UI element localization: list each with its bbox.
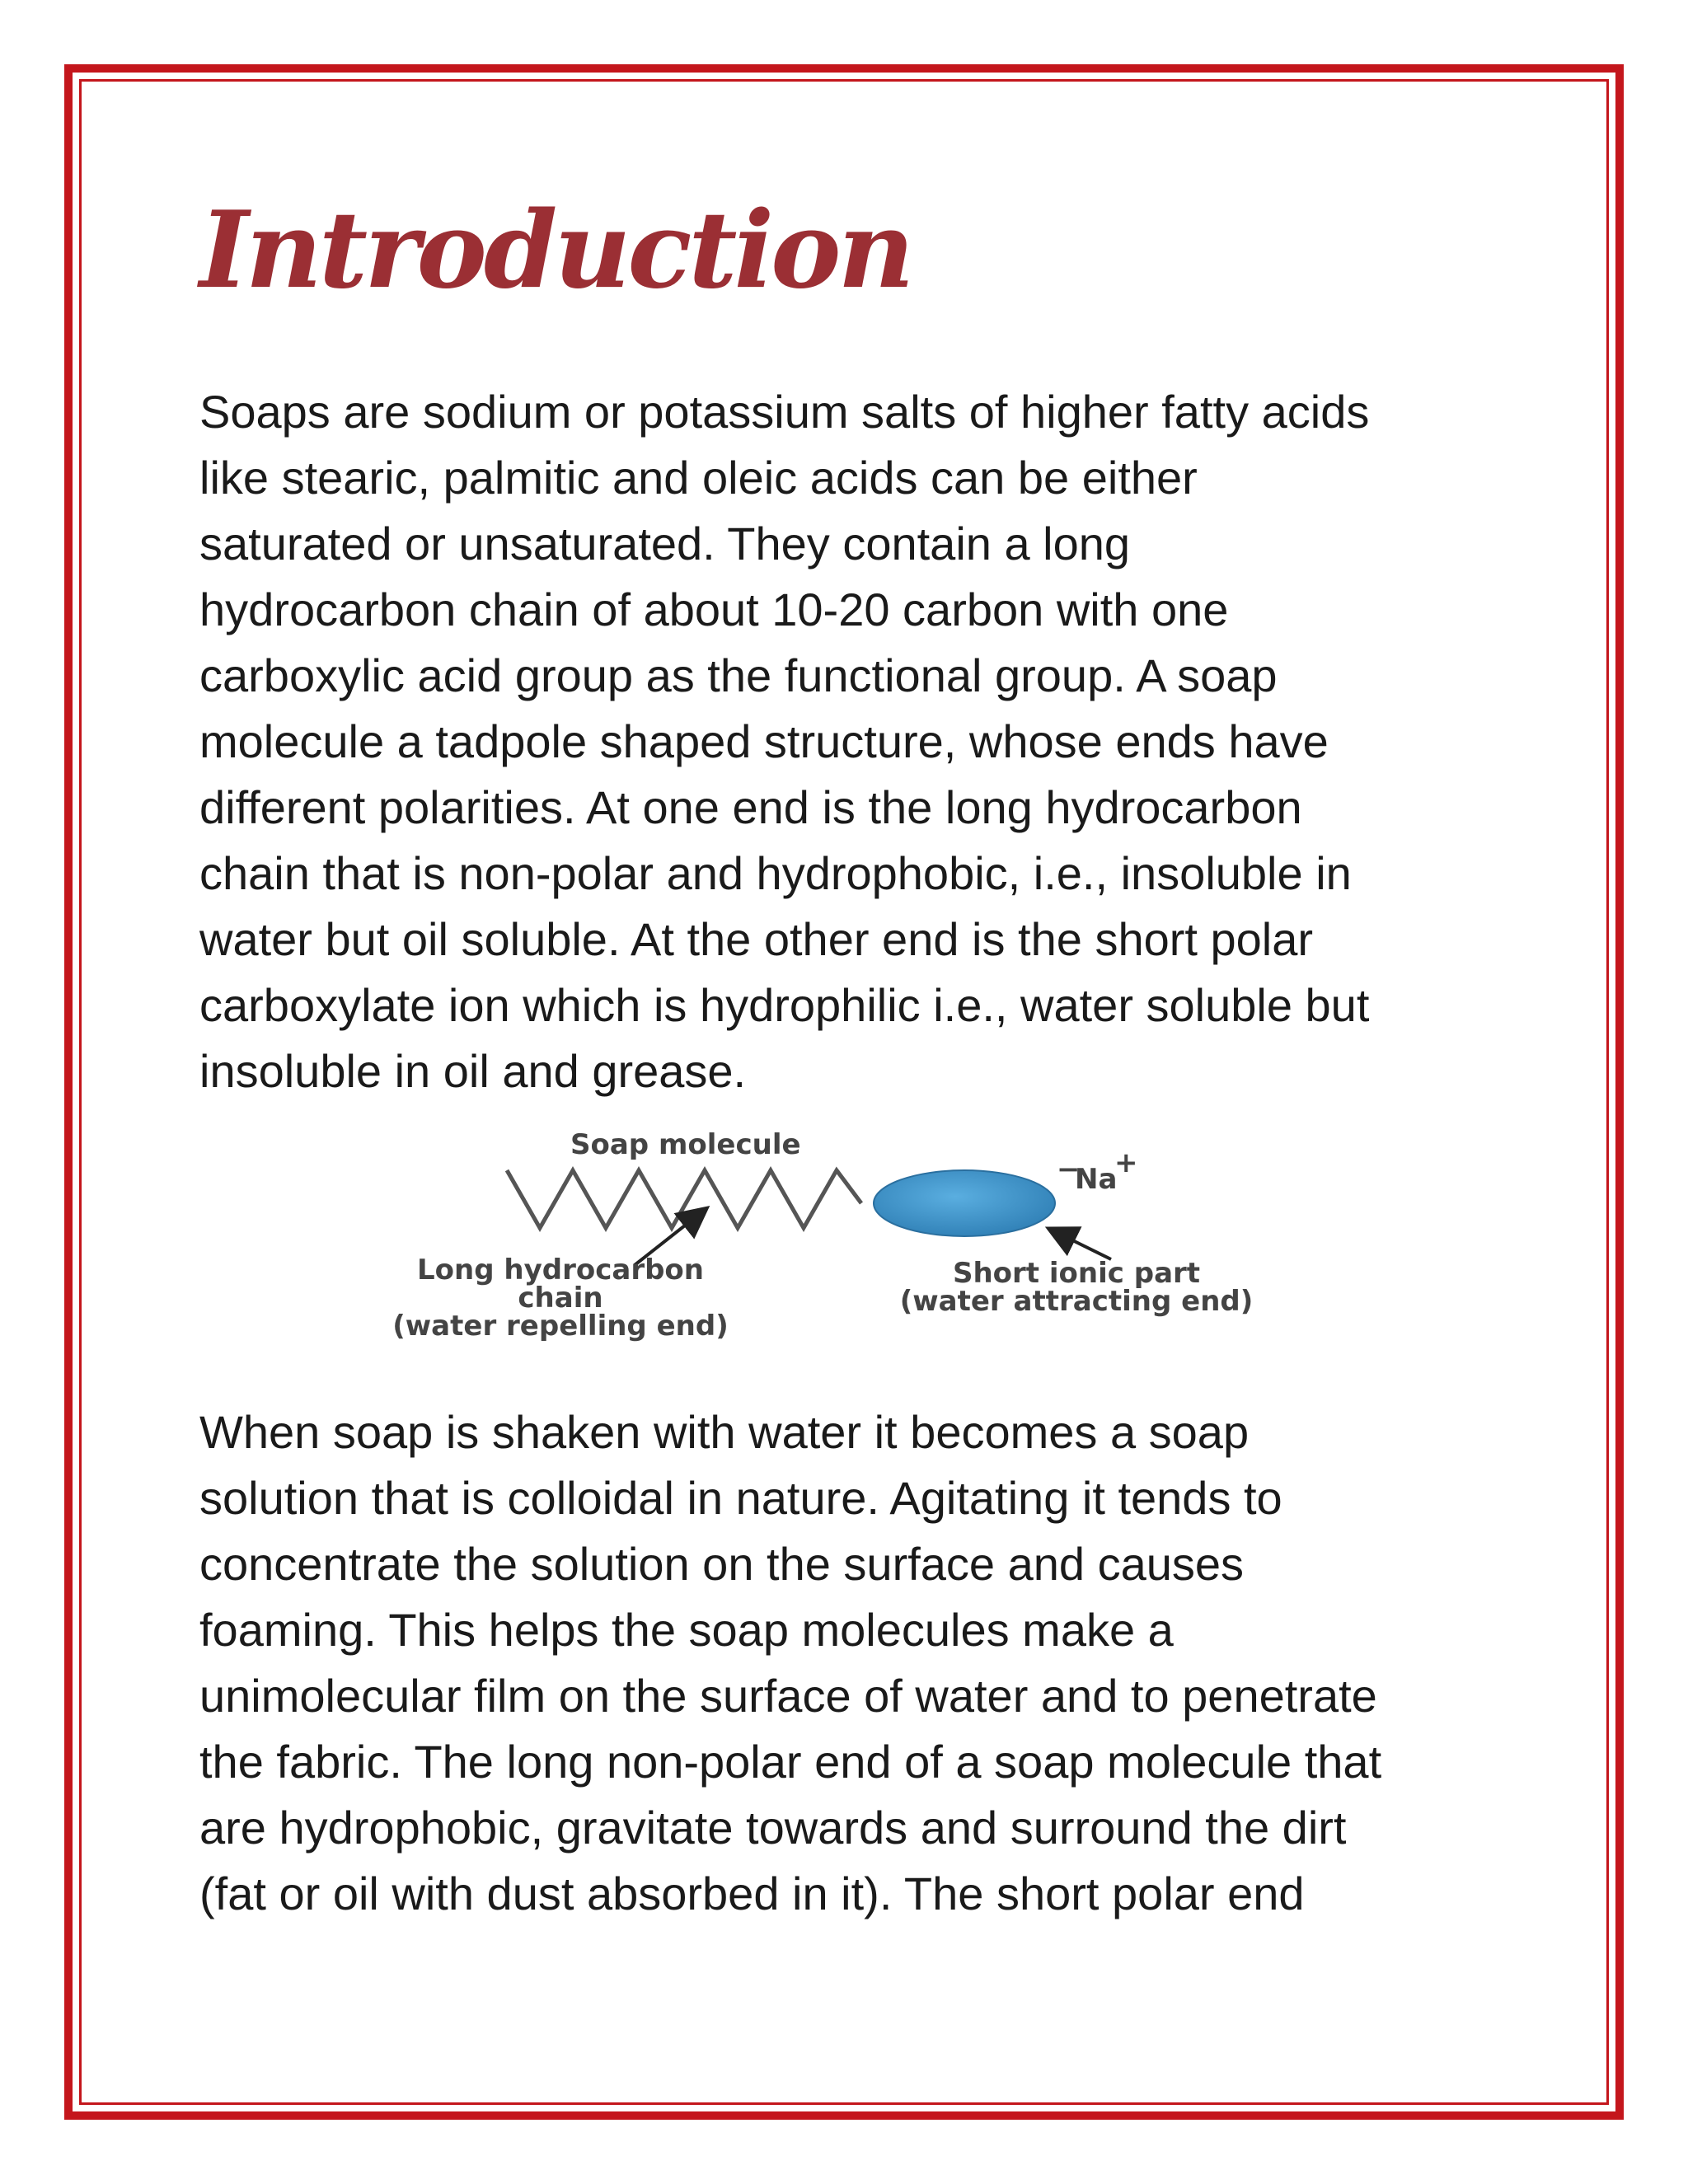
text-line: molecule a tadpole shaped structure, whose ends have: [199, 715, 1329, 767]
text-line: chain that is non-polar and hydrophobic, i.e., insoluble in: [199, 847, 1352, 899]
head-label-line1: Short ionic part: [952, 1257, 1201, 1290]
hydrocarbon-chain: [507, 1170, 861, 1228]
chain-label-line2: chain: [518, 1282, 603, 1315]
chain-label-line3: (water repelling end): [392, 1310, 729, 1343]
ion-superscript: +: [1114, 1146, 1138, 1179]
text-line: insoluble in oil and grease.: [199, 1045, 747, 1097]
text-line: When soap is shaken with water it becomes a soap: [199, 1406, 1250, 1458]
text-line: Soaps are sodium or potassium salts of higher fatty acids: [199, 386, 1370, 438]
soap-molecule-diagram: [387, 1121, 1319, 1360]
text-line: different polarities. At one end is the long hydrocarbon: [199, 781, 1302, 833]
text-line: (fat or oil with dust absorbed in it). The short polar end: [199, 1868, 1305, 1919]
text-line: foaming. This helps the soap molecules make a: [199, 1604, 1174, 1656]
ionic-head: [874, 1170, 1055, 1236]
ion-label: Na: [1075, 1163, 1118, 1196]
head-arrow: [1051, 1230, 1111, 1259]
head-label-line2: (water attracting end): [899, 1285, 1254, 1318]
chain-label-line1: Long hydrocarbon: [416, 1254, 705, 1286]
text-line: water but oil soluble. At the other end is the short polar: [199, 913, 1314, 965]
text-line: carboxylate ion which is hydrophilic i.e., water soluble but: [199, 979, 1370, 1031]
text-line: like stearic, palmitic and oleic acids can be either: [199, 452, 1198, 504]
ion-charge: −: [1057, 1153, 1081, 1186]
text-line: concentrate the solution on the surface and causes: [199, 1538, 1245, 1590]
text-line: solution that is colloidal in nature. Agitating it tends to: [199, 1472, 1282, 1524]
text-line: are hydrophobic, gravitate towards and surround the dirt: [199, 1802, 1347, 1854]
diagram-title: Soap molecule: [570, 1128, 801, 1161]
page-title: Introduction: [199, 189, 912, 312]
text-line: the fabric. The long non-polar end of a soap molecule that: [199, 1736, 1382, 1788]
text-line: carboxylic acid group as the functional group. A soap: [199, 649, 1278, 701]
text-line: unimolecular film on the surface of water and to penetrate: [199, 1670, 1377, 1722]
intro-paragraph: [199, 379, 1485, 1104]
soap-molecule-svg: [387, 1121, 1319, 1360]
text-line: hydrocarbon chain of about 10-20 carbon with one: [199, 583, 1229, 635]
text-line: saturated or unsaturated. They contain a long: [199, 518, 1131, 569]
soap-action-paragraph: [199, 1399, 1485, 1927]
